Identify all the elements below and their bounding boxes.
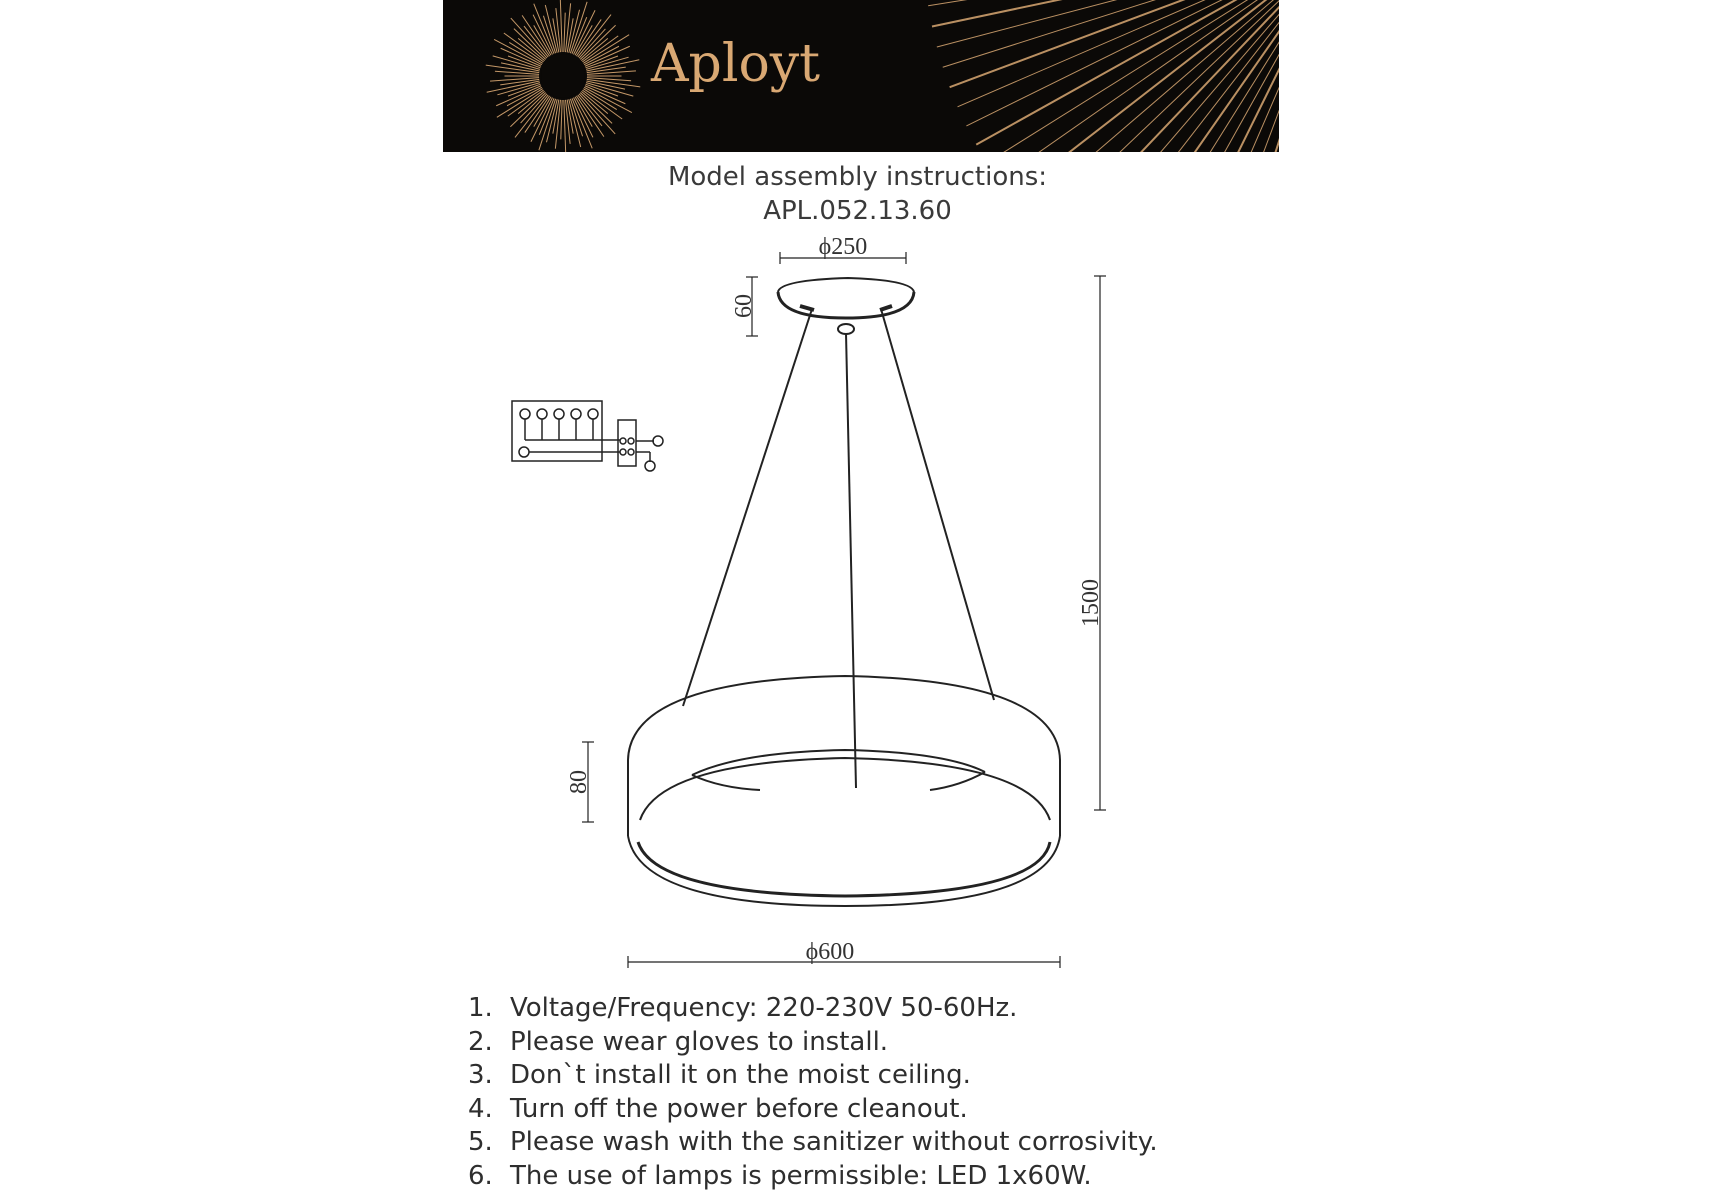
instruction-number: 4.	[468, 1093, 493, 1124]
instruction-item	[468, 1126, 1158, 1160]
instruction-item	[468, 1160, 1158, 1194]
instruction-number: 2.	[468, 1026, 493, 1057]
instruction-number: 5.	[468, 1127, 493, 1157]
suspension-cables	[683, 309, 994, 788]
dim-ring-height: 80	[566, 770, 592, 794]
instruction-text: Don`t install it on the moist ceiling.	[510, 1060, 971, 1090]
dim-total-height: 1500	[1078, 579, 1104, 627]
instruction-text: Voltage/Frequency: 220-230V 50-60Hz.	[510, 993, 1018, 1023]
page-title: Model assembly instructions:	[667, 162, 1048, 192]
dim-ring-diameter: ϕ600	[805, 939, 855, 965]
brand-logo: Aployt	[651, 34, 821, 94]
instruction-number: 3.	[468, 1060, 493, 1090]
instruction-text: Turn off the power before cleanout.	[510, 1093, 968, 1124]
dim-canopy-height: 60	[731, 294, 757, 318]
model-number: APL.052.13.60	[763, 196, 952, 226]
instruction-number: 6.	[468, 1160, 493, 1191]
instruction-item	[468, 1093, 1158, 1127]
instruction-item	[468, 1026, 1158, 1060]
instruction-text: Please wear gloves to install.	[510, 1026, 889, 1057]
led-ring	[628, 676, 1060, 906]
instruction-text: Please wash with the sanitizer without corrosivity.	[510, 1127, 1158, 1157]
dim-canopy-diameter: ϕ250	[818, 234, 868, 260]
ceiling-canopy	[778, 278, 914, 334]
dimension-lines	[582, 252, 1106, 968]
instruction-text: The use of lamps is permissible: LED 1x60W.	[510, 1160, 1092, 1191]
instruction-item	[468, 992, 1158, 1026]
instruction-item	[468, 1059, 1158, 1093]
instruction-list	[468, 992, 1158, 1193]
wiring-diagram	[512, 401, 663, 471]
instruction-number: 1.	[468, 993, 493, 1023]
